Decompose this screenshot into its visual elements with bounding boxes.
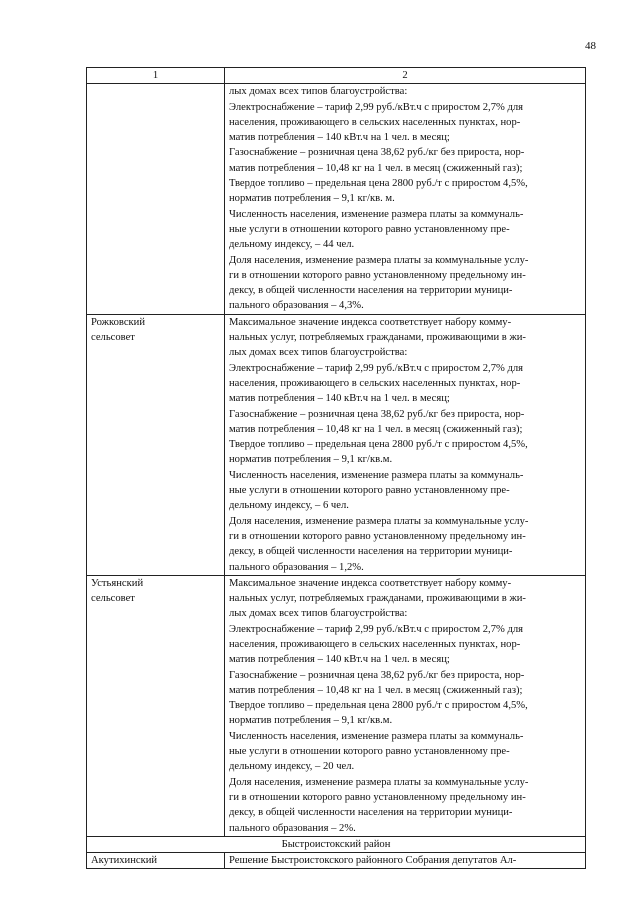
municipality-name-cell	[87, 314, 225, 575]
description-paragraph	[229, 729, 581, 775]
description-paragraph	[229, 176, 581, 207]
text-line: Электроснабжение – тариф 2,99 руб./кВт.ч с приростом 2,7% для	[229, 362, 524, 374]
municipality-name-cell: Акутихинский	[87, 853, 225, 869]
description-paragraph	[229, 622, 581, 668]
text-line: Твердое топливо – предельная цена 2800 руб./т с приростом 4,5%,	[229, 178, 528, 190]
text-line: Электроснабжение – тариф 2,99 руб./кВт.ч с приростом 2,7% для	[229, 101, 524, 113]
text-line: Максимальное значение индекса соответствует набору комму-	[229, 577, 512, 589]
description-paragraph	[229, 698, 581, 729]
column-header-2: 2	[225, 68, 586, 84]
text-line: ные услуги в отношении которого равно установленному пре-	[229, 223, 510, 235]
text-line: дексу, в общей численности населения на территории муници-	[229, 546, 513, 558]
table-row	[87, 575, 586, 836]
text-line: матив потребления – 140 кВт.ч на 1 чел. в месяц;	[229, 393, 450, 405]
text-line: Доля населения, изменение размера платы за коммунальные услу-	[229, 515, 529, 527]
text-line: лых домах всех типов благоустройства:	[229, 347, 408, 359]
text-line: нальных услуг, потребляемых гражданами, проживающими в жи-	[229, 593, 526, 605]
text-line: пального образования – 4,3%.	[229, 300, 364, 312]
description-paragraph	[229, 315, 581, 361]
municipality-name-line: сельсовет	[91, 593, 135, 605]
text-line: пального образования – 2%.	[229, 822, 356, 834]
text-line: норматив потребления – 9,1 кг/кв. м.	[229, 193, 395, 205]
text-line: лых домах всех типов благоустройства:	[229, 608, 408, 620]
text-line: населения, проживающего в сельских населенных пунктах, нор-	[229, 377, 521, 389]
text-line: дельному индексу, – 44 чел.	[229, 239, 355, 251]
text-line: Газоснабжение – розничная цена 38,62 руб./кг без прироста, нор-	[229, 147, 525, 159]
text-line: матив потребления – 10,48 кг на 1 чел. в месяц (сжиженный газ);	[229, 684, 523, 696]
text-line: Численность населения, изменение размера платы за коммуналь-	[229, 208, 524, 220]
text-line: матив потребления – 140 кВт.ч на 1 чел. в месяц;	[229, 132, 450, 144]
text-line: ги в отношении которого равно установленному предельному ин-	[229, 269, 526, 281]
text-line: населения, проживающего в сельских населенных пунктах, нор-	[229, 116, 521, 128]
table-row	[87, 853, 586, 869]
description-paragraph	[229, 514, 581, 575]
text-line: Газоснабжение – розничная цена 38,62 руб./кг без прироста, нор-	[229, 408, 525, 420]
municipality-name-cell	[87, 575, 225, 836]
text-line: матив потребления – 140 кВт.ч на 1 чел. в месяц;	[229, 654, 450, 666]
text-line: дексу, в общей численности населения на территории муници-	[229, 807, 513, 819]
text-line: дельному индексу, – 20 чел.	[229, 761, 355, 773]
text-line: Максимальное значение индекса соответствует набору комму-	[229, 316, 512, 328]
description-paragraph	[229, 437, 581, 468]
text-line: населения, проживающего в сельских населенных пунктах, нор-	[229, 638, 521, 650]
municipality-name-line: Устьянский	[91, 577, 144, 589]
text-line: Численность населения, изменение размера платы за коммуналь-	[229, 469, 524, 481]
municipality-name-line: Рожковский	[91, 316, 146, 328]
text-line: ные услуги в отношении которого равно установленному пре-	[229, 485, 510, 497]
text-line: Твердое топливо – предельная цена 2800 руб./т с приростом 4,5%,	[229, 700, 528, 712]
description-paragraph	[229, 576, 581, 622]
index-description-cell	[225, 314, 586, 575]
description-paragraph	[229, 145, 581, 176]
index-description-cell: Решение Быстроистокского районного Собрания депутатов Ал-	[225, 853, 586, 869]
description-paragraph	[229, 775, 581, 836]
description-paragraph	[229, 253, 581, 314]
index-description-cell	[225, 84, 586, 314]
table-row	[87, 314, 586, 575]
district-header: Быстроистокский район	[87, 836, 586, 852]
description-paragraph	[229, 361, 581, 407]
description-paragraph	[229, 668, 581, 699]
text-line: матив потребления – 10,48 кг на 1 чел. в месяц (сжиженный газ);	[229, 423, 523, 435]
text-line: Газоснабжение – розничная цена 38,62 руб./кг без прироста, нор-	[229, 669, 525, 681]
table-row	[87, 84, 586, 314]
municipality-name-cell	[87, 84, 225, 314]
text-line: Численность населения, изменение размера платы за коммуналь-	[229, 730, 524, 742]
municipality-name-line: сельсовет	[91, 332, 135, 344]
text-line: пального образования – 1,2%.	[229, 561, 364, 573]
text-line: лых домах всех типов благоустройства:	[229, 86, 408, 98]
page-number: 48	[585, 40, 596, 52]
column-header-1: 1	[87, 68, 225, 84]
text-line: норматив потребления – 9,1 кг/кв.м.	[229, 454, 393, 466]
description-paragraph	[229, 207, 581, 253]
index-table-body	[87, 68, 586, 869]
text-line: ги в отношении которого равно установленному предельному ин-	[229, 791, 526, 803]
description-paragraph	[229, 84, 581, 99]
text-line: дексу, в общей численности населения на территории муници-	[229, 285, 513, 297]
index-description-cell	[225, 575, 586, 836]
table-header-row	[87, 68, 586, 84]
text-line: Доля населения, изменение размера платы за коммунальные услу-	[229, 254, 529, 266]
description-paragraph	[229, 468, 581, 514]
text-line: Твердое топливо – предельная цена 2800 руб./т с приростом 4,5%,	[229, 439, 528, 451]
description-paragraph	[229, 100, 581, 146]
description-paragraph	[229, 407, 581, 438]
text-line: ги в отношении которого равно установленному предельному ин-	[229, 530, 526, 542]
text-line: дельному индексу, – 6 чел.	[229, 500, 349, 512]
text-line: Доля населения, изменение размера платы за коммунальные услу-	[229, 776, 529, 788]
text-line: матив потребления – 10,48 кг на 1 чел. в месяц (сжиженный газ);	[229, 162, 523, 174]
text-line: нальных услуг, потребляемых гражданами, проживающими в жи-	[229, 332, 526, 344]
text-line: ные услуги в отношении которого равно установленному пре-	[229, 746, 510, 758]
district-row	[87, 836, 586, 852]
text-line: норматив потребления – 9,1 кг/кв.м.	[229, 715, 393, 727]
text-line: Электроснабжение – тариф 2,99 руб./кВт.ч с приростом 2,7% для	[229, 623, 524, 635]
index-table	[86, 67, 586, 869]
